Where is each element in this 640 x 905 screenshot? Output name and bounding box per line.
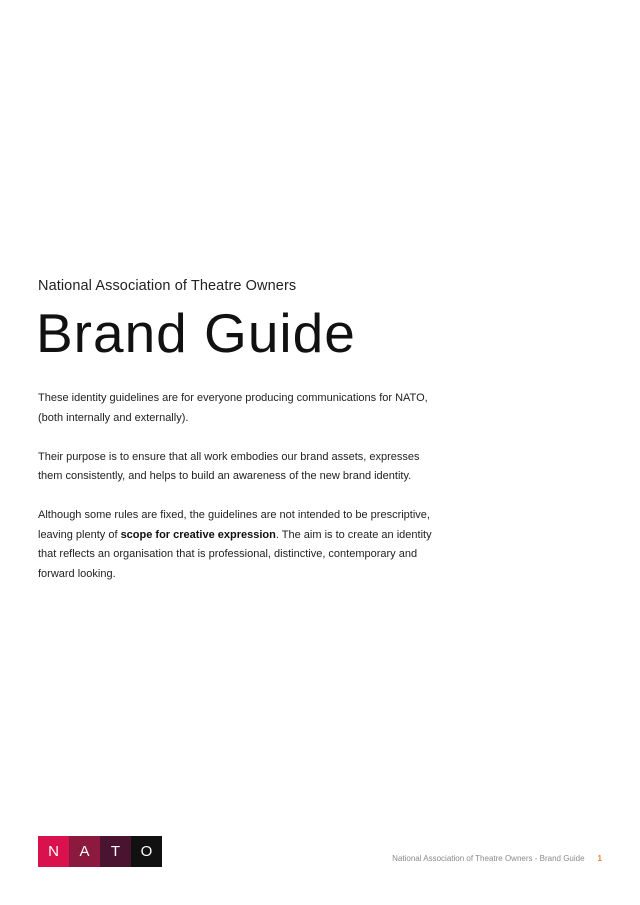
logo-letter-a: A	[69, 836, 100, 867]
intro-text	[38, 389, 438, 604]
document-title: Brand Guide	[36, 302, 356, 364]
logo-letter-o: O	[131, 836, 162, 867]
logo-letter-n: N	[38, 836, 69, 867]
intro-paragraph-3	[38, 506, 438, 584]
nato-logo	[38, 836, 162, 867]
page-number: 1	[597, 854, 602, 863]
page-footer	[392, 854, 602, 863]
logo-letter-t: T	[100, 836, 131, 867]
intro-paragraph-3-start: Although some rules are fixed, the guidelines are not intended to be prescriptive, leaving plenty of	[38, 509, 430, 541]
intro-paragraph-2: Their purpose is to ensure that all work embodies our brand assets, expresses them consistently, and helps to build an awareness of the new brand identity.	[38, 450, 420, 482]
intro-paragraph-3-end: . The aim is to create an identity that reflects an organisation that is professional, distinctive, contemporary and forward looking.	[38, 528, 432, 580]
footer-text: National Association of Theatre Owners - Brand Guide	[392, 854, 585, 863]
document-subtitle: National Association of Theatre Owners	[38, 278, 297, 294]
intro-paragraph-1: These identity guidelines are for everyone producing communications for NATO, (both internally and externally).	[38, 392, 428, 424]
intro-paragraph-3-emphasis: scope for creative expression	[120, 528, 276, 541]
